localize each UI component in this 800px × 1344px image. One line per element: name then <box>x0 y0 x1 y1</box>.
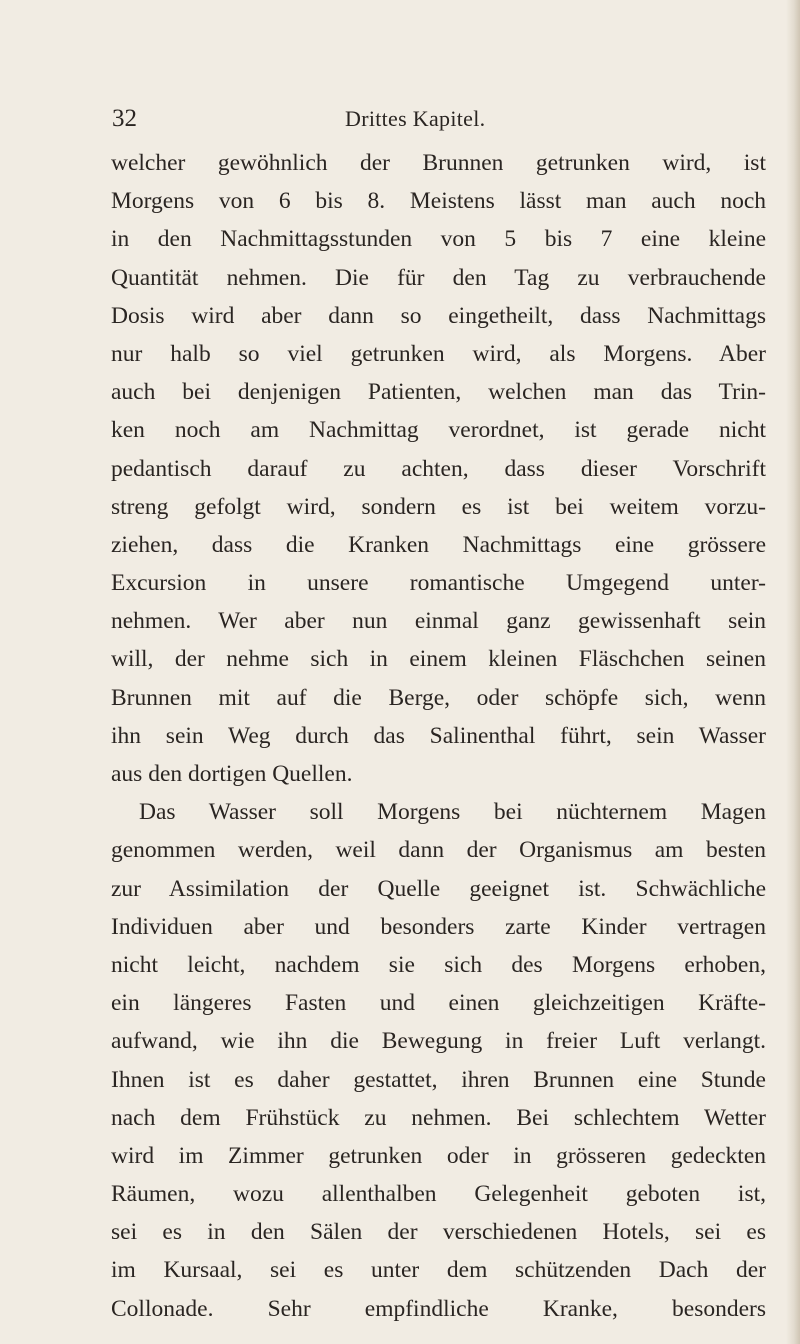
running-head: Drittes Kapitel. <box>345 106 486 131</box>
text-line: wird im Zimmer getrunken oder in grösseren gedeckten <box>111 1142 766 1169</box>
text-line: Ihnen ist es daher gestattet, ihren Brunnen eine Stunde <box>111 1066 766 1093</box>
text-line: Räumen, wozu allenthalben Gelegenheit geboten ist, <box>111 1181 766 1208</box>
text-line: zur Assimilation der Quelle geeignet ist. Schwächliche <box>111 875 766 902</box>
text-line: nach dem Frühstück zu nehmen. Bei schlechtem Wetter <box>111 1104 766 1131</box>
text-line: Dosis wird aber dann so eingetheilt, dass Nachmittags <box>111 302 766 329</box>
page-number: 32 <box>112 105 137 132</box>
text-line: ein längeres Fasten und einen gleichzeitigen Kräfte- <box>111 990 766 1017</box>
page-header <box>112 104 762 136</box>
text-line: aufwand, wie ihn die Bewegung in freier Luft verlangt. <box>111 1028 766 1055</box>
text-line: Collonade. Sehr empfindliche Kranke, besonders <box>111 1295 766 1322</box>
text-line: nehmen. Wer aber nun einmal ganz gewissenhaft sein <box>111 608 766 635</box>
paragraph-1 <box>111 144 766 793</box>
page-edge-shadow <box>786 0 800 1344</box>
text-line: will, der nehme sich in einem kleinen Fläschchen seinen <box>111 646 766 673</box>
text-line: streng gefolgt wird, sondern es ist bei weitem vorzu- <box>111 493 766 520</box>
text-line: Das Wasser soll Morgens bei nüchternem Magen <box>139 799 766 826</box>
text-line: ken noch am Nachmittag verordnet, ist gerade nicht <box>111 417 766 444</box>
paragraph-2 <box>111 793 766 1328</box>
text-line: im Kursaal, sei es unter dem schützenden Dach der <box>111 1257 766 1284</box>
text-line: Quantität nehmen. Die für den Tag zu verbrauchende <box>111 264 766 291</box>
text-line: nicht leicht, nachdem sie sich des Morgens erhoben, <box>111 951 766 978</box>
text-line: ziehen, dass die Kranken Nachmittags eine grössere <box>111 531 766 558</box>
text-line: Brunnen mit auf die Berge, oder schöpfe sich, wenn <box>111 684 766 711</box>
text-line: in den Nachmittagsstunden von 5 bis 7 eine kleine <box>111 226 766 253</box>
text-line: auch bei denjenigen Patienten, welchen man das Trin- <box>111 379 766 406</box>
body-text <box>111 144 766 1328</box>
text-line: nur halb so viel getrunken wird, als Morgens. Aber <box>111 340 766 367</box>
text-line: Excursion in unsere romantische Umgegend unter- <box>111 570 766 597</box>
text-line: genommen werden, weil dann der Organismus am besten <box>111 837 766 864</box>
text-line: pedantisch darauf zu achten, dass dieser Vorschrift <box>111 455 766 482</box>
text-line: aus den dortigen Quellen. <box>111 761 353 787</box>
text-line: sei es in den Sälen der verschiedenen Hotels, sei es <box>111 1219 766 1246</box>
text-line: Individuen aber und besonders zarte Kinder vertragen <box>111 913 766 940</box>
text-line: Morgens von 6 bis 8. Meistens lässt man auch noch <box>111 188 766 215</box>
text-line: welcher gewöhnlich der Brunnen getrunken wird, ist <box>111 150 766 176</box>
text-line: ihn sein Weg durch das Salinenthal führt, sein Wasser <box>111 722 766 749</box>
